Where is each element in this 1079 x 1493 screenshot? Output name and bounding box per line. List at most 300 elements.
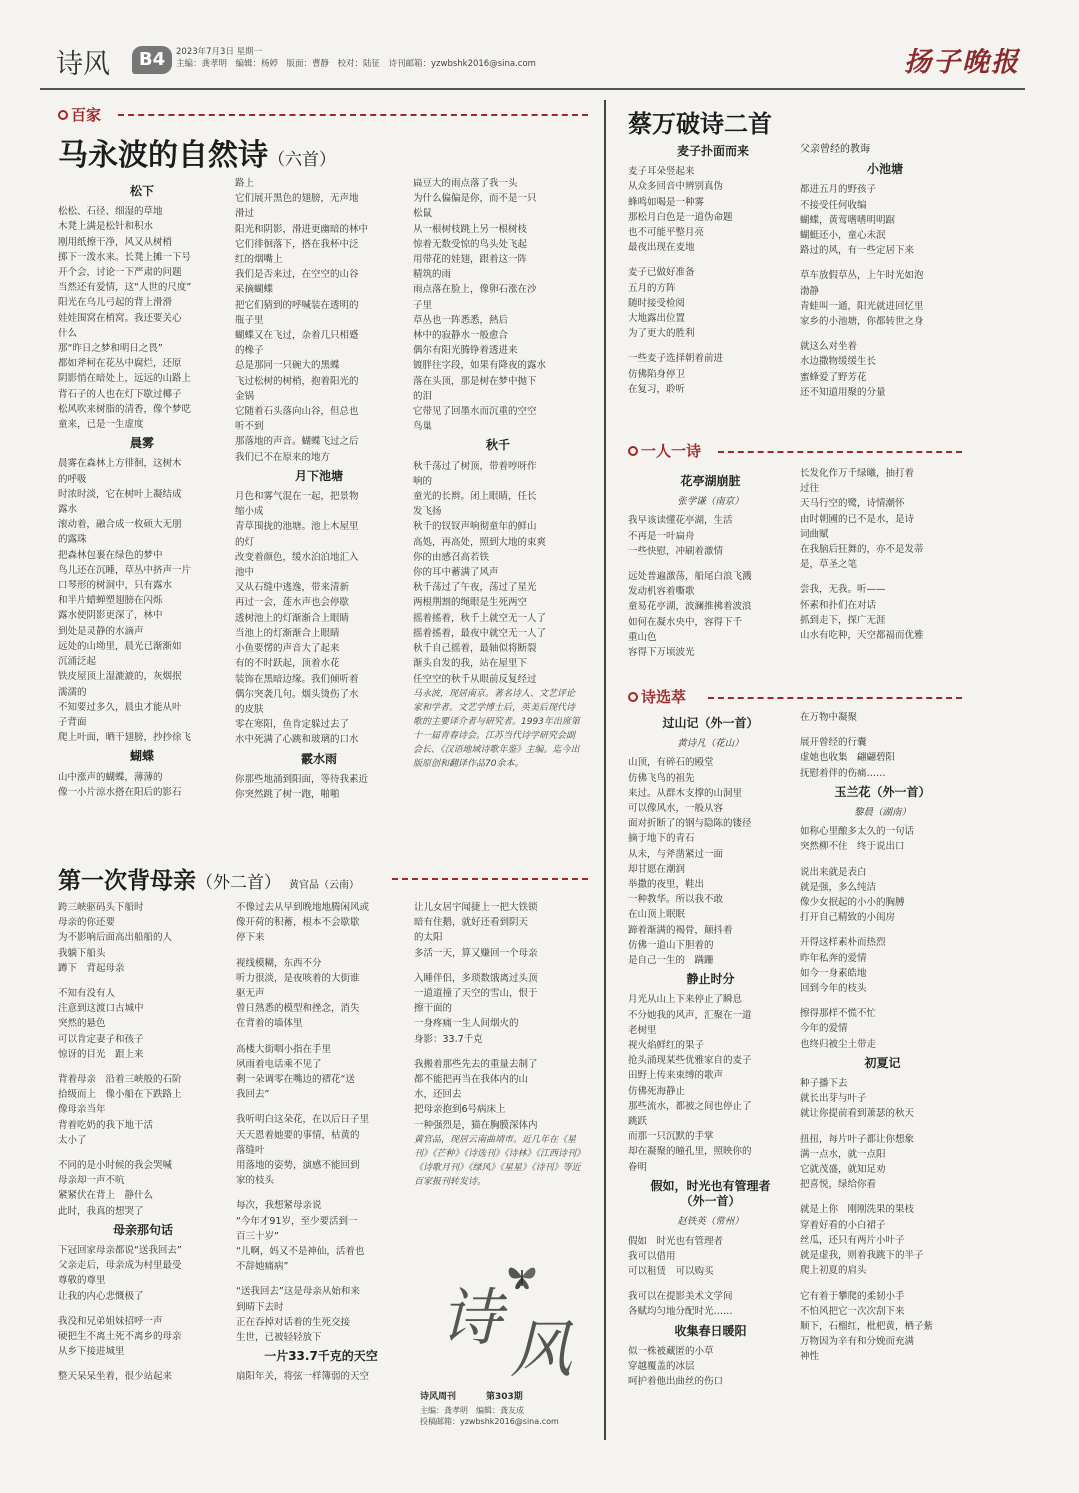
poem-line: 高処，再高处，照到大地的束爽 xyxy=(413,536,547,548)
poem-line: 一种强烈是，猫在胸膜深体内 xyxy=(414,1119,538,1131)
poem-line: 母亲的你还要 xyxy=(58,917,116,929)
poem-body xyxy=(628,1344,793,1390)
weekly-credits xyxy=(420,1390,590,1427)
poem-line: 秋千的钗钗声响彻童年的鲜山 xyxy=(413,521,537,533)
poem-line: 的橡子 xyxy=(235,345,264,357)
poem-line: 不接受任何收编 xyxy=(800,199,867,211)
poem-line: 拾级而上 像小船在下跌路上 xyxy=(58,1089,182,1101)
poem-line: 顺下，石榴红，枇杷黄，栖子紫 xyxy=(800,1320,934,1332)
poem-line: 从一根树枝跳上另一根树枝 xyxy=(413,223,528,235)
poem-line: 那落地的声音。蝴蝶飞过之后 xyxy=(235,436,359,448)
poem-line: 背着吃奶的我下地干活 xyxy=(58,1119,154,1131)
poem-line: 我可以借用 xyxy=(628,1250,676,1262)
poem-line: 改变着颜色，缓水泊泊地汇入 xyxy=(235,551,359,563)
stanza-gap xyxy=(800,329,970,339)
poem-line: 仿佛一道山下胆着的 xyxy=(628,939,714,951)
poem-line: 最夜出现在麦地 xyxy=(628,242,695,254)
poem-line: 抢头涌现某些优雅家自的麦子 xyxy=(628,1055,752,1067)
poem-title: 小池塘 xyxy=(866,162,903,177)
stanza-gap xyxy=(236,1102,406,1112)
poem-line: 像母亲当年 xyxy=(58,1104,106,1116)
poem-line: 的露珠 xyxy=(58,534,87,546)
poem-line: 摘于地下的青石 xyxy=(628,833,695,845)
poem-line: 停下来 xyxy=(236,932,265,944)
section-tag-baijia: 百家 xyxy=(58,104,101,125)
poem-line: 假如 时光也有管理者 xyxy=(628,1235,724,1247)
poem-line: 扁豆大的雨点落了我一头 xyxy=(413,178,518,189)
poem-author: 黎晨（湖南） xyxy=(853,807,911,819)
poem-line: 不知要过多久，晨虫才能从叶 xyxy=(58,701,182,713)
poem-line: 可以肯定妻子和孩子 xyxy=(58,1033,144,1045)
stanza-gap xyxy=(800,996,965,1006)
poem-body xyxy=(413,459,583,687)
poem-line: 鸟儿还在沉睡，草丛中挤声一片 xyxy=(58,564,192,576)
poem-title: 月下池塘 xyxy=(294,468,343,483)
stanza-gap xyxy=(414,1047,584,1057)
poem-line: 昨年私奔的爱情 xyxy=(800,952,867,964)
poem-line: 田野上传来束缚的歌声 xyxy=(628,1070,724,1082)
right-column-1 xyxy=(628,140,798,430)
poem-title: 静止时分 xyxy=(686,972,735,987)
poem-title: 母亲那句话 xyxy=(112,1222,173,1237)
poem-line: 不知有没有人 xyxy=(58,988,116,1000)
poem-line: 仿佛陷身停卫 xyxy=(628,368,686,380)
section-name: 诗风 xyxy=(56,49,110,80)
poem-body xyxy=(800,824,965,1052)
poem-line: 在复习，聆听 xyxy=(628,383,686,395)
author-bio: 马永波，现居南京。著名诗人、文艺评论家和学者。文艺学博士后，英美后现代诗歌的主要译介者与研究者。1993年出席第十一届青春诗会。江苏当代诗学研究会副会长、《汉语地域诗歌年鉴》主编。迄今出版原创和翻译作品70余本。 xyxy=(413,688,580,769)
poem-line: 像少女抿起的小小的胸膊 xyxy=(800,897,905,909)
poem-line: 童来，已是一生虚度 xyxy=(58,419,144,431)
poem-line: 雨点落在脸上，像卵石涨在沙 xyxy=(413,284,537,296)
poem-line: 重山色 xyxy=(628,631,657,643)
poem-line: 掷下一泼水来。长凳上摊一下号 xyxy=(58,251,192,263)
poem-line: 你的耳中蓄满了风声 xyxy=(413,567,499,579)
poem-line: 我回去” xyxy=(236,1089,270,1101)
poem-line: 听不到 xyxy=(235,421,264,433)
poem-line: 开个会，讨论一下严肃的问题 xyxy=(58,267,182,279)
poem-line: 偶尔突袭几句。烟头烫伤了水 xyxy=(235,688,359,700)
poem-line: 穿着好看的小白裙子 xyxy=(800,1219,886,1231)
poem-line: 山中涨声的蝴蝶，薄薄的 xyxy=(58,771,163,783)
poem-line: 镀胖往字段，如果有降夜的露水 xyxy=(413,360,547,372)
stanza-gap xyxy=(628,341,798,351)
stanza-gap xyxy=(800,855,965,865)
dashed-rule xyxy=(118,114,588,116)
poem-body xyxy=(628,1234,793,1320)
poem-line: 五月的方阵 xyxy=(628,282,676,294)
poem-line: 你那些地涌到阳面，等待我素近 xyxy=(235,773,369,785)
article-column-6 xyxy=(414,900,584,1255)
poem-line: 不像过去从早到晚地地腾闲风或 xyxy=(236,902,370,913)
poem-body xyxy=(414,900,584,1133)
poem-body xyxy=(800,182,970,400)
poem-line: 童易花亭湖，波澜推拂着波浪 xyxy=(628,601,752,613)
poem-title: 初夏记 xyxy=(864,1055,901,1070)
poem-line: 就这么对坐着 xyxy=(800,341,858,353)
poem-body xyxy=(628,992,793,1174)
poem-line: 背着母亲 沿着三峡般的石阶 xyxy=(58,1074,182,1086)
poem-line: 是自己一生的 蹒跚 xyxy=(628,955,714,967)
yiren-column-1 xyxy=(628,470,793,675)
poem-line: 从众多回音中辨别真伪 xyxy=(628,181,724,193)
poem-line: 蝴蝶又在飞过，杂着几只相蹙 xyxy=(235,330,359,342)
poem-line: 月光从山上下来停止了瞬息 xyxy=(628,994,743,1006)
poem-line: 突然柳不住 终于说出口 xyxy=(800,841,905,853)
poem-line: 就是强，多么纯洁 xyxy=(800,881,877,893)
poem-line: 瓶子里 xyxy=(235,314,264,326)
poem-line: 突然的悬色 xyxy=(58,1018,106,1030)
poem-line: 它带见了回墨水而沉重的空空 xyxy=(413,406,537,418)
dashed-rule xyxy=(718,451,962,453)
poem-line: 又从石缝中逃逸，带来清新 xyxy=(235,582,350,594)
poem-line: 渤静 xyxy=(800,285,820,297)
poem-line: 那松月白色是一道伪命题 xyxy=(628,211,733,223)
article-title-huang: 第一次背母亲（外二首） 黄官品（云南） xyxy=(58,867,360,894)
poem-line: 剩一朵调零在嘴边的褶花“送 xyxy=(236,1074,355,1086)
poem-line: 夙雨着电话乘不见了 xyxy=(236,1058,322,1070)
poem-body xyxy=(628,513,793,660)
poem-line: 一些麦子选择朝着前进 xyxy=(628,353,724,365)
poem-line: 草丛也一阵悉悉，熱后 xyxy=(413,314,509,326)
weekly-logo-box xyxy=(420,1260,590,1445)
poem-line: 的太阳 xyxy=(414,932,443,944)
poem-line: 你突然跳了树一跑，啪啪 xyxy=(235,788,340,800)
poem-line: 滚动着，融合成一枚硕大无朋 xyxy=(58,519,182,531)
poem-line: 一些快慰，冲刷着激情 xyxy=(628,545,724,557)
circle-icon xyxy=(58,110,68,120)
poem-title: 花亭湖崩脏 xyxy=(680,474,741,488)
poem-line: 蜂鸣如喝是一种雾 xyxy=(628,196,705,208)
poem-line: 那“昨日之梦和明日之畏” xyxy=(58,343,163,355)
poem-line: 词曲赋 xyxy=(800,528,829,540)
poem-line: 驱无声 xyxy=(236,988,265,1000)
poem-line: 我听明白这朵花，在以后日子里 xyxy=(236,1114,370,1126)
poem-line: 听力很淡，是夜咳着的大街谁 xyxy=(236,972,360,984)
poem-line: 万物因为辛有和分娩而充满 xyxy=(800,1336,915,1348)
right-column-2 xyxy=(800,138,970,430)
poem-line: 今年的爱情 xyxy=(800,1023,848,1035)
poem-line: 透树池上的灯渐渐合上眼睛 xyxy=(235,612,350,624)
poem-line: 松风吹来树脂的清香，像个梦呓 xyxy=(58,403,192,415)
poem-body xyxy=(58,456,226,745)
poem-line: 家的枝头 xyxy=(236,1175,275,1187)
dashed-rule xyxy=(392,878,588,880)
author-bio: 黄官品，现居云南曲靖市。近几年在《星刊》《芒种》《诗选刊》《诗林》《江西诗刊》《诗歌月刊》《绿风》《星星》《诗刊》等近百家报刊转发诗。 xyxy=(414,1134,581,1187)
poem-line: 就是上你 刚刚洗果的果枝 xyxy=(800,1204,915,1216)
stanza-gap xyxy=(58,1304,228,1314)
poem-line: 秋千自己摇着，最轴似将断裂 xyxy=(413,643,537,655)
stanza-gap xyxy=(628,1279,793,1289)
poem-line: 为了更大的胜利 xyxy=(628,328,695,340)
poem-line: 如何在凝水央中，容得下千 xyxy=(628,616,743,628)
poem-line: 总是那同一只碗大的黑蝶 xyxy=(235,360,340,372)
poem-line: 的皮肤 xyxy=(235,703,264,715)
poem-line: 我躺下船头 xyxy=(58,947,106,959)
stanza-gap xyxy=(628,559,793,569)
stanza-gap xyxy=(800,258,970,268)
poem-line: 子里 xyxy=(413,299,433,311)
poem-line: 每次，我想紧母亲说 xyxy=(236,1200,322,1212)
poem-line: 渐头自发的我，站在屋里下 xyxy=(413,658,528,670)
poem-line: 青草围拢的池塘。池上木屋里 xyxy=(235,521,359,533)
poem-title: 过山记（外一首） xyxy=(662,716,759,730)
newspaper-logo: 扬子晚报 xyxy=(904,47,1020,78)
poem-line: 的呼吸 xyxy=(58,473,87,485)
poem-line: 路过的风，有一些定居下来 xyxy=(800,245,915,257)
poem-line: 蹲下 背起母亲 xyxy=(58,962,125,974)
poem-line: 入睡伴侣，多琐数饿离过头顶 xyxy=(414,972,538,984)
poem-line: 蝴蜓还小，童心未泯 xyxy=(800,230,886,242)
poem-line: 山水有吃种，天空都福而优雅 xyxy=(800,630,924,642)
poem-line: 我们是否来过，在空空的山谷 xyxy=(235,269,359,281)
poem-body xyxy=(236,1369,406,1384)
poem-line: 天马行空的鹭，诗情潮怀 xyxy=(800,498,905,510)
poem-line: 在背着的墙体里 xyxy=(236,1018,303,1030)
poem-line: 把母亲抱到6号病床上 xyxy=(414,1104,506,1116)
poem-line: 容得下万顷波光 xyxy=(628,647,695,659)
poem-line: 穿越覆盖的冰层 xyxy=(628,1360,695,1372)
poem-line: 池中 xyxy=(235,567,255,579)
poem-title: 收集春日暖阳 xyxy=(674,1323,747,1338)
poem-line: 为什么偏偏是你，而不是一只 xyxy=(413,193,537,205)
poem-line: 让我的内心悲慨极了 xyxy=(58,1290,144,1302)
poem-line: 如称心里酿多太久的一句话 xyxy=(800,826,915,838)
poem-body xyxy=(235,489,403,747)
poem-line: 从乡下接进城里 xyxy=(58,1346,125,1358)
poem-line: 可以租赁 可以购买 xyxy=(628,1265,714,1277)
poem-body xyxy=(58,1243,228,1385)
butterfly-icon xyxy=(505,1260,539,1294)
poem-line: 尊敬的尊里 xyxy=(58,1275,106,1287)
section-tag-yiren: 一人一诗 xyxy=(628,440,701,461)
poem-line: 不同的是小时候的我会哭喊 xyxy=(58,1160,173,1172)
stanza-gap xyxy=(628,255,798,265)
poem-line: 青蛙叫一通，阳光就进回忆里 xyxy=(800,300,924,312)
poem-line: 蜜蜂爱了野芳花 xyxy=(800,371,867,383)
poem-line: 铁皮屋顶上湿漉漉的，灰烟抿 xyxy=(58,671,182,683)
poem-title: 麦子扑面而来 xyxy=(676,144,749,158)
article-column-2 xyxy=(235,176,403,860)
stanza-gap xyxy=(800,1279,965,1289)
poem-line: 百三十岁” xyxy=(236,1230,279,1242)
weekly-name: 诗风周刊 xyxy=(420,1392,457,1402)
poem-line: 摇着搖着，最夜中就空无一人了 xyxy=(413,627,547,639)
stanza-gap xyxy=(58,1359,228,1369)
poem-line: 子背面 xyxy=(58,716,87,728)
poem-line: 擦得那样不慌不忙 xyxy=(800,1008,877,1020)
poem-line: 一种教华。所以我不敢 xyxy=(628,894,724,906)
poem-line: 扭扭，每片叶子都让你想象 xyxy=(800,1133,915,1145)
poem-line: 和半片蜡蝉塑翅膀在闪烁 xyxy=(58,595,163,607)
poem-title: 秋千 xyxy=(485,438,510,453)
poem-line: 口琴形的树洞中，只有露水 xyxy=(58,580,173,592)
poem-line: 秋千荡过了树顶，带着哼呀作 xyxy=(413,460,537,472)
poem-title: 父亲曾经的教诲 xyxy=(800,144,870,155)
article-title-ma: 马永波的自然诗（六首） xyxy=(58,138,336,173)
stanza-gap xyxy=(236,1274,406,1284)
poem-line: 远处的山坳里，晨光已渐渐如 xyxy=(58,640,182,652)
column-divider xyxy=(604,100,606,1440)
poem-line: 却甘愿在潮润 xyxy=(628,863,686,875)
poem-line: “儿啊，妈又不是神仙，活着也 xyxy=(236,1246,365,1258)
poem-line: 把森林包裹在绿色的梦中 xyxy=(58,549,163,561)
poem-line: 来过。从群木支撑的山洞里 xyxy=(628,787,743,799)
poem-line: 它们展开黑色的翅膀，无声地 xyxy=(235,193,359,205)
poem-line: 正在吞掉对话着的生死交接 xyxy=(236,1316,351,1328)
poem-line: 种子播下去 xyxy=(800,1078,848,1090)
poem-line: 怀素和扑们在对话 xyxy=(800,599,877,611)
poem-line: 生世，已被轻轻放下 xyxy=(236,1332,322,1344)
poem-line: 背石子的人也在灯下歇过椰子 xyxy=(58,388,182,400)
poem-line: 不再是一叶扁舟 xyxy=(628,530,695,542)
poem-title: 一片33.7千克的天空 xyxy=(264,1349,378,1364)
poem-line: 像一小片涼水搭在阳后的影石 xyxy=(58,786,182,798)
poem-line: “今年才91岁，至少要活到一 xyxy=(236,1215,358,1227)
poem-line: 跳跃 xyxy=(628,1116,648,1128)
issue-date: 2023年7月3日 星期一 xyxy=(176,47,263,57)
poem-line: 还不知道用聚的分量 xyxy=(800,386,886,398)
poem-line: 童光的长辫。闭上眼睛，任长 xyxy=(413,491,537,503)
poem-line: 是，草圣之笔 xyxy=(800,559,858,571)
poem-line: 落缝叶 xyxy=(236,1144,265,1156)
poem-line: 随时接受检阅 xyxy=(628,297,686,309)
poem-line: 就是虚我，则着我跳下的半子 xyxy=(800,1250,924,1262)
poem-line: 此时，我真的想哭了 xyxy=(58,1205,144,1217)
poem-line: 不辞她痛病” xyxy=(236,1261,289,1273)
poem-line: 一身疼痛一生人间烟火的 xyxy=(414,1018,519,1030)
poem-line: 我搬着那些先去的重量去制了 xyxy=(414,1058,538,1070)
poem-line: 为不影响后面高出船船的人 xyxy=(58,932,173,944)
poem-line: 我早该读懂花亭湖，生活 xyxy=(628,515,733,527)
poem-line: 你的由感召高若铁 xyxy=(413,551,490,563)
page-number-badge: B4 xyxy=(132,46,172,74)
circle-icon xyxy=(628,446,638,456)
poem-line: 说出来就是表白 xyxy=(800,866,867,878)
poem-line: 露水使阴影更深了，林中 xyxy=(58,610,163,622)
poem-line: 麦子耳朵竖起来 xyxy=(628,166,695,178)
poem-line: 山顶，有碎石的殿堂 xyxy=(628,757,714,769)
poem-line: 到处是灵静的水滴声 xyxy=(58,625,144,637)
poem-line: 当然还有爱情，这“人世的尺度” xyxy=(58,282,192,294)
poem-line: 任空空的秋千从眼前反复经过 xyxy=(413,673,537,685)
stanza-gap xyxy=(58,976,228,986)
stanza-gap xyxy=(414,961,584,971)
poem-line: 在万物中凝聚 xyxy=(800,712,858,723)
poem-line: 水边撒物缓缓生长 xyxy=(800,356,877,368)
poem-body xyxy=(413,176,583,434)
poem-line: 太小了 xyxy=(58,1134,87,1146)
poem-title: 蝴蝶 xyxy=(129,749,154,764)
poem-line: 家乡的小池塘，你都转世之身 xyxy=(800,316,924,328)
poem-line: 刚用纸擦干净，风又从树梢 xyxy=(58,236,173,248)
poem-line: 过往 xyxy=(800,483,820,495)
article-column-4 xyxy=(58,900,228,1445)
poem-line: 它们徘徊落下，搭在我杯中泛 xyxy=(235,238,359,250)
poem-line: 松鼠 xyxy=(413,208,433,220)
poem-body xyxy=(236,900,406,1345)
poem-line: 路上 xyxy=(235,178,255,189)
poem-line: 开得这样素朴而热烈 xyxy=(800,937,886,949)
poem-line: 都如斧柯在花丛中腐烂，还原 xyxy=(58,358,182,370)
poem-line: 的灯 xyxy=(235,536,255,548)
poem-line: 摇着搖着，秋千上就空无一人了 xyxy=(413,612,547,624)
poem-line: “送我回去”这是母亲从始和来 xyxy=(236,1286,360,1298)
poem-line: 也不可能平整月亮 xyxy=(628,227,705,239)
poem-line: 整天呆呆坐着，很少站起来 xyxy=(58,1371,173,1383)
poem-line: 水，还回去 xyxy=(414,1089,462,1101)
header-rule xyxy=(40,88,1025,90)
poem-line: 濡濡的 xyxy=(58,686,87,698)
poem-line: 暗有住鹅，就好还看到阴天 xyxy=(414,917,529,929)
poem-line: 而那一只沉默的手掌 xyxy=(628,1131,714,1143)
poem-line: 我可以在提影美术文学间 xyxy=(628,1291,733,1303)
poem-title: 晨雾 xyxy=(129,436,154,451)
poem-line: 父亲走后，母亲成为村里最受 xyxy=(58,1260,182,1272)
poem-line: 时浓时淡，它在树叶上凝结成 xyxy=(58,488,182,500)
article-column-3 xyxy=(413,176,583,860)
poem-line: 视线模糊，东西不分 xyxy=(236,957,322,969)
xuancui-column-1 xyxy=(628,712,793,1447)
poem-line: 回到今年的枝头 xyxy=(800,983,867,995)
poem-line: 打开自己精致的小闺房 xyxy=(800,912,896,924)
poem-line: 晨雾在森林上方徘徊，这树木 xyxy=(58,458,182,470)
poem-line: 硬把生不离土死不离乡的母亲 xyxy=(58,1331,182,1343)
poem-line: 都不能把再当在我体内的山 xyxy=(414,1074,529,1086)
poem-author: 黄诗凡（花山） xyxy=(677,738,744,750)
poem-body xyxy=(628,164,798,397)
poem-line: 阳光在乌儿弓起的背上滑滑 xyxy=(58,297,173,309)
poem-line: 不分她我的风声，汇聚在一道 xyxy=(628,1009,752,1021)
poem-line: 什么 xyxy=(58,327,78,339)
poem-line: 用带花的娃翅，跟着这一阵 xyxy=(413,254,528,266)
poem-line: 阴影悄在暗处上，远远的山路上 xyxy=(58,373,192,385)
poem-line: 扇阳年关，将弦一样簿弱的天空 xyxy=(236,1371,370,1383)
poem-line: 高楼大街咽小指在手里 xyxy=(236,1043,332,1055)
staff-credits: 主编：龚孝明 编辑：杨婷 版面：曹静 校对：陆征 诗刊邮箱：yzwbshk2016@sina.com xyxy=(176,59,536,69)
article-column-5 xyxy=(236,900,406,1445)
poem-line: 两根荆割的绳眼是生死两空 xyxy=(413,597,528,609)
poem-body xyxy=(628,755,793,968)
poem-line: 把它们猜到的呼喊装在透明的 xyxy=(235,299,359,311)
poem-line: 似一株被藏匿的小草 xyxy=(628,1345,714,1357)
poem-title: 松下 xyxy=(129,184,154,198)
poem-line: 零在寒阳，鱼肯定躲过去了 xyxy=(235,719,350,731)
poem-line: 身影：33.7千克 xyxy=(414,1033,483,1045)
masthead-meta xyxy=(176,46,536,70)
poem-line: 面对折断了的钢与隐陈的镂径 xyxy=(628,818,752,830)
poem-line: 飞过松树的树梢，抱着阳光的 xyxy=(235,375,359,387)
xuancui-column-2 xyxy=(800,710,965,1447)
poem-line: 它随着石头落向山谷，但总也 xyxy=(235,406,359,418)
stanza-gap xyxy=(236,1032,406,1042)
poem-line: 抚慰着伴的伤痛…… xyxy=(800,767,886,779)
weekly-email: 投稿邮箱：yzwbshk2016@sina.com xyxy=(420,1417,559,1426)
poem-line: 从未，与斧凿紧过一面 xyxy=(628,848,724,860)
poem-line: 曾日熟悉的模型和挫念，消失 xyxy=(236,1003,360,1015)
poem-line: 神性 xyxy=(800,1351,820,1363)
poem-line: 精筑的雨 xyxy=(413,269,452,281)
poem-line: 仿佛飞鸟的祖先 xyxy=(628,772,695,784)
poem-line: 丝瓜，还只有两片小叶子 xyxy=(800,1234,905,1246)
poem-line: 当池上的灯渐渐合上眼睛 xyxy=(235,627,340,639)
poem-line: 我没和兄弟姐妹招呼一声 xyxy=(58,1315,163,1327)
poem-line: 惊着无数受惊的鸟头处飞起 xyxy=(413,238,528,250)
poem-author: 赵铁英（常州） xyxy=(677,1216,744,1228)
poem-line: 缩小成 xyxy=(235,506,264,518)
dashed-rule xyxy=(708,697,962,699)
poem-line: 满一点水，就一点阳 xyxy=(800,1148,886,1160)
